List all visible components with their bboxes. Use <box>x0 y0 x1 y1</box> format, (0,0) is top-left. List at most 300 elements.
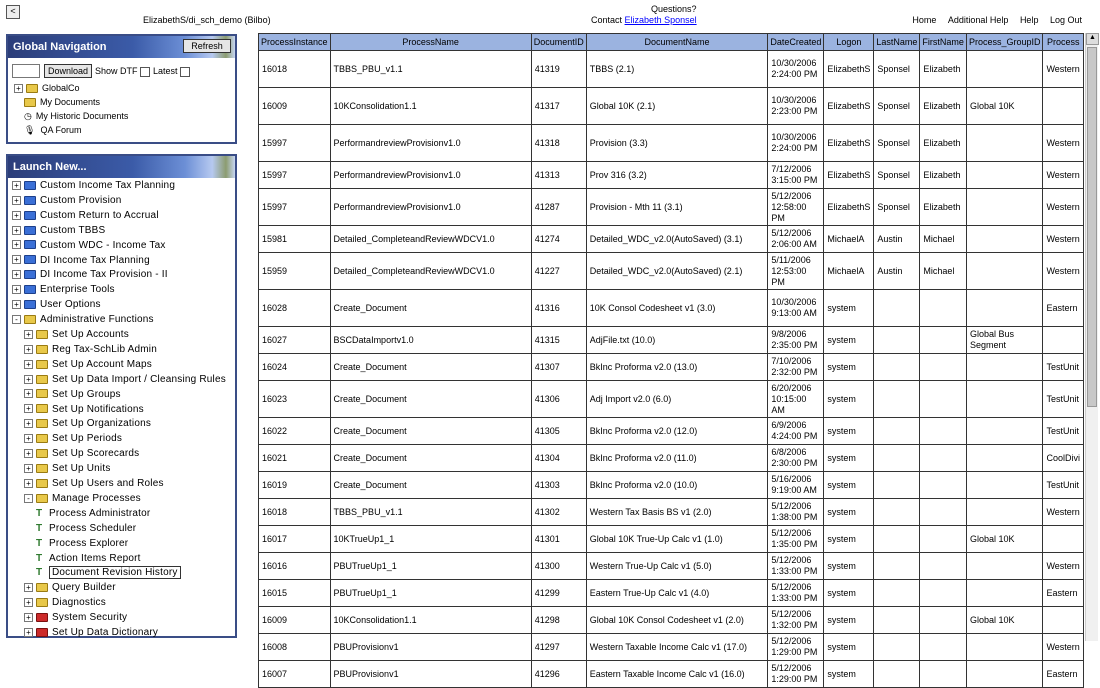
table-cell <box>966 253 1043 290</box>
table-cell <box>874 499 920 526</box>
table-cell: 6/9/2006 4:24:00 PM <box>768 418 824 445</box>
tree-item-label: Set Up Units <box>52 463 111 475</box>
table-cell: system <box>824 354 874 381</box>
table-cell: Provision (3.3) <box>586 125 768 162</box>
download-button[interactable]: Download <box>44 64 92 78</box>
expand-icon[interactable]: + <box>24 330 33 339</box>
folder-icon <box>36 360 48 369</box>
table-cell: TestUnit <box>1043 354 1084 381</box>
table-cell: Create_Document <box>330 472 531 499</box>
table-cell: 41319 <box>531 51 586 88</box>
expand-icon[interactable]: + <box>12 211 21 220</box>
table-cell: Elizabeth <box>920 88 967 125</box>
table-cell: Detailed_WDC_v2.0(AutoSaved) (2.1) <box>586 253 768 290</box>
table-cell: 10KConsolidation1.1 <box>330 607 531 634</box>
table-cell: PerformandreviewProvisionv1.0 <box>330 189 531 226</box>
table-cell: AdjFile.txt (10.0) <box>586 327 768 354</box>
table-cell: Sponsel <box>874 189 920 226</box>
column-header[interactable]: Logon <box>824 34 874 51</box>
launch-item[interactable] <box>12 314 154 328</box>
table-cell: 16009 <box>259 607 331 634</box>
table-cell: TestUnit <box>1043 418 1084 445</box>
table-row[interactable] <box>259 499 1084 526</box>
table-cell <box>1043 526 1084 553</box>
table-cell: 41306 <box>531 381 586 418</box>
table-cell: Create_Document <box>330 418 531 445</box>
table-cell: Sponsel <box>874 125 920 162</box>
table-cell <box>966 445 1043 472</box>
table-cell: Provision - Mth 11 (3.1) <box>586 189 768 226</box>
table-cell <box>874 445 920 472</box>
table-cell: 10KConsolidation1.1 <box>330 88 531 125</box>
table-cell: ElizabethS <box>824 125 874 162</box>
column-header[interactable]: ProcessName <box>330 34 531 51</box>
table-cell <box>966 472 1043 499</box>
table-cell: 16027 <box>259 327 331 354</box>
expand-icon[interactable]: + <box>12 181 21 190</box>
folder-icon <box>36 345 48 354</box>
my-documents-icon <box>24 98 36 107</box>
table-cell: Western <box>1043 189 1084 226</box>
launch-item[interactable] <box>12 210 159 224</box>
process-grid <box>258 33 1084 684</box>
help-link[interactable]: Help <box>1019 15 1039 25</box>
table-cell <box>874 327 920 354</box>
expand-icon[interactable]: + <box>24 345 33 354</box>
tree-item-label: Manage Processes <box>52 492 141 504</box>
folder-icon <box>24 270 36 279</box>
task-icon: T <box>36 522 43 534</box>
table-cell: 10/30/2006 2:24:00 PM <box>768 51 824 88</box>
table-cell: PerformandreviewProvisionv1.0 <box>330 162 531 189</box>
admin-item[interactable] <box>24 404 144 418</box>
launch-item[interactable] <box>12 269 168 283</box>
table-row[interactable] <box>259 253 1084 290</box>
folder-icon <box>36 389 48 398</box>
table-cell: 15997 <box>259 162 331 189</box>
table-cell: Global 10K (2.1) <box>586 88 768 125</box>
logout-link[interactable]: Log Out <box>1049 15 1082 25</box>
globalco-item[interactable] <box>14 83 80 93</box>
table-cell: 15959 <box>259 253 331 290</box>
table-cell: 16009 <box>259 88 331 125</box>
table-cell <box>874 526 920 553</box>
table-cell: Eastern True-Up Calc v1 (4.0) <box>586 580 768 607</box>
launch-item[interactable] <box>12 180 175 194</box>
process-item[interactable] <box>36 538 128 552</box>
table-header-row <box>259 34 1084 51</box>
table-row[interactable] <box>259 162 1084 189</box>
table-cell: PBUProvisionv1 <box>330 634 531 661</box>
table-cell: system <box>824 580 874 607</box>
latest-label: Latest <box>153 66 178 76</box>
top-bar <box>0 0 1100 32</box>
table-cell <box>966 354 1043 381</box>
table-cell: 41297 <box>531 634 586 661</box>
scroll-up-icon[interactable]: ▲ <box>1086 33 1099 45</box>
tree-item-label: Diagnostics <box>52 597 106 609</box>
table-row[interactable] <box>259 354 1084 381</box>
table-row[interactable] <box>259 189 1084 226</box>
expand-icon[interactable]: + <box>12 196 21 205</box>
column-header[interactable]: FirstName <box>920 34 967 51</box>
scroll-thumb[interactable] <box>1087 47 1097 407</box>
folder-icon <box>36 494 48 503</box>
column-header[interactable]: DateCreated <box>768 34 824 51</box>
table-cell: MichaelA <box>824 226 874 253</box>
folder-icon <box>24 240 36 249</box>
qa-forum-item[interactable] <box>24 125 81 136</box>
table-cell <box>966 499 1043 526</box>
table-row[interactable] <box>259 634 1084 661</box>
table-cell: Western <box>1043 226 1084 253</box>
home-link[interactable]: Home <box>912 15 937 25</box>
tree-item-label: Set Up Scorecards <box>52 448 140 460</box>
tree-item-label: Set Up Periods <box>52 433 123 445</box>
back-button[interactable]: < <box>6 5 20 19</box>
table-cell: 41305 <box>531 418 586 445</box>
table-cell: 5/12/2006 1:29:00 PM <box>768 661 824 688</box>
table-cell: 15997 <box>259 189 331 226</box>
admin-item[interactable] <box>24 329 129 343</box>
folder-icon <box>24 300 36 309</box>
latest-checkbox[interactable] <box>180 67 190 77</box>
table-cell: 16022 <box>259 418 331 445</box>
process-item[interactable] <box>36 567 181 581</box>
launch-new-header <box>8 156 235 178</box>
folder-icon <box>24 285 36 294</box>
table-cell <box>966 290 1043 327</box>
process-item[interactable] <box>36 523 136 537</box>
clock-icon: ◷ <box>24 111 32 121</box>
table-cell <box>920 445 967 472</box>
table-cell: 41303 <box>531 472 586 499</box>
table-cell <box>920 580 967 607</box>
table-cell: system <box>824 499 874 526</box>
table-cell <box>966 125 1043 162</box>
table-row[interactable] <box>259 327 1084 354</box>
table-cell: Global 10K <box>966 88 1043 125</box>
table-cell: 6/8/2006 2:30:00 PM <box>768 445 824 472</box>
table-cell: Michael <box>920 226 967 253</box>
table-cell: Western <box>1043 51 1084 88</box>
table-cell: 5/12/2006 2:06:00 AM <box>768 226 824 253</box>
admin-item[interactable] <box>24 418 151 432</box>
table-row[interactable] <box>259 381 1084 418</box>
table-row[interactable] <box>259 526 1084 553</box>
tree-item-label: Custom TBBS <box>40 224 106 236</box>
tree-item-label: DI Income Tax Provision - II <box>40 269 168 281</box>
table-cell: ElizabethS <box>824 88 874 125</box>
expand-icon[interactable]: + <box>24 464 33 473</box>
expand-icon[interactable]: + <box>24 434 33 443</box>
table-cell <box>920 661 967 688</box>
admin-item[interactable] <box>24 582 116 596</box>
table-cell: Eastern Taxable Income Calc v1 (16.0) <box>586 661 768 688</box>
tree-item-label: Custom Provision <box>40 194 122 206</box>
folder-icon <box>24 315 36 324</box>
refresh-button[interactable]: Refresh <box>183 39 231 53</box>
tree-item-label: Enterprise Tools <box>40 284 115 296</box>
tree-item-label: Process Explorer <box>49 537 129 549</box>
tree-item-label: DI Income Tax Planning <box>40 254 150 266</box>
table-cell: Eastern <box>1043 580 1084 607</box>
expand-icon[interactable]: + <box>24 389 33 398</box>
table-cell: Elizabeth <box>920 125 967 162</box>
collapse-icon[interactable]: - <box>12 315 21 324</box>
table-row[interactable] <box>259 472 1084 499</box>
table-row[interactable] <box>259 226 1084 253</box>
folder-icon <box>36 479 48 488</box>
table-cell: Western <box>1043 253 1084 290</box>
table-cell: 16007 <box>259 661 331 688</box>
admin-item[interactable] <box>24 493 141 507</box>
folder-icon <box>36 598 48 607</box>
column-header[interactable]: Process <box>1043 34 1084 51</box>
table-cell: Eastern <box>1043 661 1084 688</box>
table-cell: 16024 <box>259 354 331 381</box>
table-cell: Global 10K <box>966 607 1043 634</box>
table-cell <box>966 553 1043 580</box>
table-cell: 9/8/2006 2:35:00 PM <box>768 327 824 354</box>
admin-item[interactable] <box>24 597 106 611</box>
task-icon: T <box>36 567 43 579</box>
show-dtf-checkbox[interactable] <box>140 67 150 77</box>
table-cell: 16018 <box>259 499 331 526</box>
table-cell: Detailed_WDC_v2.0(AutoSaved) (3.1) <box>586 226 768 253</box>
table-cell: 7/12/2006 3:15:00 PM <box>768 162 824 189</box>
table-cell <box>966 634 1043 661</box>
contact-link[interactable]: Elizabeth Sponsel <box>624 15 697 25</box>
folder-icon <box>36 404 48 413</box>
table-cell: system <box>824 634 874 661</box>
my-historic-documents-item[interactable] <box>24 111 128 122</box>
table-cell <box>1043 88 1084 125</box>
table-cell: Western Taxable Income Calc v1 (17.0) <box>586 634 768 661</box>
expand-icon[interactable]: + <box>12 255 21 264</box>
table-cell <box>966 381 1043 418</box>
expand-icon[interactable]: + <box>12 226 21 235</box>
tree-item-label: Custom Return to Accrual <box>40 209 159 221</box>
table-row[interactable] <box>259 125 1084 162</box>
table-cell: PerformandreviewProvisionv1.0 <box>330 125 531 162</box>
table-row[interactable] <box>259 661 1084 688</box>
folder-icon <box>24 211 36 220</box>
table-cell: 10/30/2006 2:24:00 PM <box>768 125 824 162</box>
table-row[interactable] <box>259 51 1084 88</box>
table-cell: system <box>824 526 874 553</box>
tree-item-label: Administrative Functions <box>40 314 154 326</box>
folder-icon <box>36 628 48 637</box>
table-cell: Global 10K Consol Codesheet v1 (2.0) <box>586 607 768 634</box>
expand-icon[interactable]: + <box>24 375 33 384</box>
expand-icon[interactable]: + <box>24 360 33 369</box>
table-cell <box>874 634 920 661</box>
table-cell: 5/16/2006 9:19:00 AM <box>768 472 824 499</box>
table-cell: CoolDivi <box>1043 445 1084 472</box>
table-cell: 41317 <box>531 88 586 125</box>
expand-icon[interactable]: + <box>12 285 21 294</box>
table-cell: 10/30/2006 9:13:00 AM <box>768 290 824 327</box>
table-cell: TBBS_PBU_v1.1 <box>330 51 531 88</box>
admin-item[interactable] <box>24 448 139 462</box>
table-row[interactable] <box>259 88 1084 125</box>
tree-item-label: Set Up Notifications <box>52 403 144 415</box>
table-cell <box>874 354 920 381</box>
tree-item-label: Document Revision History <box>49 566 181 579</box>
table-cell: 41227 <box>531 253 586 290</box>
table-cell: 41315 <box>531 327 586 354</box>
table-cell: 15981 <box>259 226 331 253</box>
expand-icon[interactable]: + <box>24 628 33 637</box>
table-cell <box>966 189 1043 226</box>
global-navigation-panel <box>6 34 237 144</box>
table-cell: 10K Consol Codesheet v1 (3.0) <box>586 290 768 327</box>
my-documents-label: My Documents <box>40 97 101 107</box>
tree-item-label: Process Administrator <box>49 507 151 519</box>
table-cell: 16017 <box>259 526 331 553</box>
table-row[interactable] <box>259 607 1084 634</box>
admin-item[interactable] <box>24 389 121 403</box>
table-cell: Create_Document <box>330 445 531 472</box>
table-cell <box>966 162 1043 189</box>
task-icon: T <box>36 552 43 564</box>
expand-icon[interactable]: + <box>24 449 33 458</box>
tree-item-label: Set Up Groups <box>52 388 121 400</box>
admin-item[interactable] <box>24 344 157 358</box>
folder-icon <box>24 226 36 235</box>
launch-item[interactable] <box>12 299 101 313</box>
column-header[interactable]: DocumentID <box>531 34 586 51</box>
collapse-icon[interactable]: - <box>24 494 33 503</box>
expand-icon[interactable]: + <box>12 300 21 309</box>
table-cell: 41300 <box>531 553 586 580</box>
table-row[interactable] <box>259 445 1084 472</box>
table-row[interactable] <box>259 580 1084 607</box>
table-cell: Michael <box>920 253 967 290</box>
table-cell <box>874 553 920 580</box>
table-cell: BkInc Proforma v2.0 (12.0) <box>586 418 768 445</box>
tree-item-label: Custom Income Tax Planning <box>40 180 176 191</box>
table-cell: 5/12/2006 1:35:00 PM <box>768 526 824 553</box>
column-header[interactable]: ProcessInstance <box>259 34 331 51</box>
column-header[interactable]: DocumentName <box>586 34 768 51</box>
document-id-input[interactable] <box>12 64 40 78</box>
table-row[interactable] <box>259 418 1084 445</box>
table-cell: MichaelA <box>824 253 874 290</box>
table-cell: 41301 <box>531 526 586 553</box>
admin-item[interactable] <box>24 433 122 447</box>
table-cell: Western <box>1043 553 1084 580</box>
table-cell: Global 10K True-Up Calc v1 (1.0) <box>586 526 768 553</box>
admin-item[interactable] <box>24 612 127 626</box>
expand-icon[interactable]: + <box>14 84 23 93</box>
folder-icon <box>36 419 48 428</box>
globalco-label: GlobalCo <box>42 83 80 93</box>
table-cell: 5/12/2006 1:32:00 PM <box>768 607 824 634</box>
process-item[interactable] <box>36 508 150 522</box>
launch-item[interactable] <box>12 240 166 254</box>
tree-item-label: Action Items Report <box>49 552 141 564</box>
table-cell: Elizabeth <box>920 51 967 88</box>
table-cell: Sponsel <box>874 162 920 189</box>
table-row[interactable] <box>259 553 1084 580</box>
column-header[interactable]: Process_GroupID <box>966 34 1043 51</box>
expand-icon[interactable]: + <box>24 598 33 607</box>
expand-icon[interactable]: + <box>24 479 33 488</box>
table-cell: ElizabethS <box>824 51 874 88</box>
table-row[interactable] <box>259 290 1084 327</box>
table-cell <box>874 418 920 445</box>
tree-item-label: Set Up Data Import / Cleansing Rules <box>52 373 226 385</box>
table-cell: 7/10/2006 2:32:00 PM <box>768 354 824 381</box>
launch-item[interactable] <box>12 284 115 298</box>
expand-icon[interactable]: + <box>24 583 33 592</box>
table-cell: BkInc Proforma v2.0 (10.0) <box>586 472 768 499</box>
expand-icon[interactable]: + <box>12 270 21 279</box>
expand-icon[interactable]: + <box>24 404 33 413</box>
admin-item[interactable] <box>24 463 111 477</box>
column-header[interactable]: LastName <box>874 34 920 51</box>
table-cell: 16016 <box>259 553 331 580</box>
tree-item-label: Query Builder <box>52 582 116 594</box>
table-cell: system <box>824 445 874 472</box>
table-cell <box>874 472 920 499</box>
additional-help-link[interactable]: Additional Help <box>947 15 1009 25</box>
table-cell: 15997 <box>259 125 331 162</box>
launch-item[interactable] <box>12 255 150 269</box>
expand-icon[interactable]: + <box>12 240 21 249</box>
admin-item[interactable] <box>24 627 158 641</box>
admin-item[interactable] <box>24 374 226 388</box>
table-cell: system <box>824 290 874 327</box>
tree-item-label: Set Up Organizations <box>52 418 152 430</box>
user-label: ElizabethS/di_sch_demo (Bilbo) <box>143 15 271 25</box>
table-cell: Western <box>1043 499 1084 526</box>
table-cell: 16018 <box>259 51 331 88</box>
folder-icon <box>36 375 48 384</box>
table-cell <box>920 381 967 418</box>
expand-icon[interactable]: + <box>24 419 33 428</box>
folder-icon <box>24 196 36 205</box>
table-cell: Austin <box>874 253 920 290</box>
table-cell: 41296 <box>531 661 586 688</box>
table-cell: 41304 <box>531 445 586 472</box>
global-navigation-title: Global Navigation <box>13 41 107 53</box>
folder-icon <box>36 613 48 622</box>
table-cell <box>966 580 1043 607</box>
process-item[interactable] <box>36 553 141 567</box>
table-cell: system <box>824 381 874 418</box>
vertical-scrollbar[interactable] <box>1085 33 1098 641</box>
table-cell: 10/30/2006 2:23:00 PM <box>768 88 824 125</box>
my-documents-item[interactable] <box>24 97 100 107</box>
tree-item-label: Process Scheduler <box>49 522 137 534</box>
tree-item-label: Set Up Users and Roles <box>52 478 164 489</box>
table-cell: 16015 <box>259 580 331 607</box>
admin-item[interactable] <box>24 359 152 373</box>
table-cell: Sponsel <box>874 51 920 88</box>
top-links <box>903 15 1082 25</box>
launch-item[interactable] <box>12 195 122 209</box>
admin-item[interactable] <box>24 478 164 492</box>
table-cell: TBBS (2.1) <box>586 51 768 88</box>
launch-item[interactable] <box>12 225 105 239</box>
table-cell: PBUProvisionv1 <box>330 661 531 688</box>
expand-icon[interactable]: + <box>24 613 33 622</box>
table-cell <box>966 226 1043 253</box>
table-cell <box>966 51 1043 88</box>
